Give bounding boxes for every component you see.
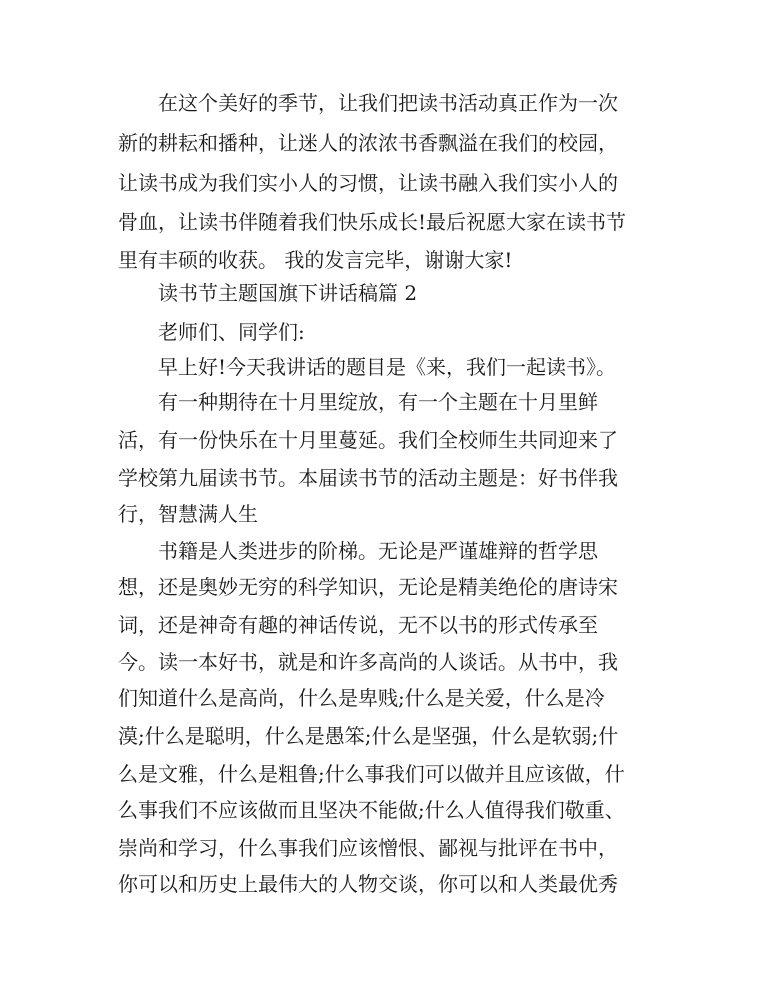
text-line: 在这个美好的季节，让我们把读书活动真正作为一次 [158, 91, 618, 115]
text-line: 活，有一份快乐在十月里蔓延。我们全校师生共同迎来了 [118, 428, 618, 452]
text-line: 早上好!今天我讲话的题目是《来，我们一起读书》。 [158, 355, 617, 379]
text-line: 么是文雅，什么是粗鲁;什么事我们可以做并且应该做，什 [118, 762, 625, 786]
text-line: 么事我们不应该做而且坚决不能做;什么人值得我们敬重、 [118, 798, 625, 822]
text-line: 词，还是神奇有趣的神话传说，无不以书的形式传承至 [118, 613, 598, 637]
text-line: 们知道什么是高尚，什么是卑贱;什么是关爱，什么是冷 [118, 686, 605, 710]
text-line: 有一种期待在十月里绽放，有一个主题在十月里鲜 [158, 390, 598, 414]
salutation: 老师们、同学们: [158, 320, 305, 344]
text-line: 骨血，让读书伴随着我们快乐成长!最后祝愿大家在读书节 [118, 210, 627, 234]
text-line: 今。读一本好书，就是和许多高尚的人谈话。从书中，我 [118, 650, 618, 674]
text-line: 新的耕耘和播种，让迷人的浓浓书香飘溢在我们的校园， [118, 131, 618, 155]
text-line: 漠;什么是聪明，什么是愚笨;什么是坚强，什么是软弱;什 [118, 724, 619, 748]
section-heading: 读书节主题国旗下讲话稿篇 2 [158, 281, 418, 305]
text-line: 里有丰硕的收获。 我的发言完毕，谢谢大家! [118, 248, 513, 272]
text-line: 想，还是奥妙无穷的科学知识，无论是精美绝伦的唐诗宋 [118, 575, 618, 599]
text-line: 让读书成为我们实小人的习惯，让读书融入我们实小人的 [118, 171, 618, 195]
text-line: 学校第九届读书节。本届读书节的活动主题是：好书伴我 [118, 466, 618, 490]
text-line: 书籍是人类进步的阶梯。无论是严谨雄辩的哲学思 [158, 539, 598, 563]
text-line: 崇尚和学习，什么事我们应该憎恨、鄙视与批评在书中， [118, 836, 618, 860]
text-line: 你可以和历史上最伟大的人物交谈，你可以和人类最优秀 [118, 872, 618, 896]
text-line: 行，智慧满人生 [118, 502, 258, 526]
